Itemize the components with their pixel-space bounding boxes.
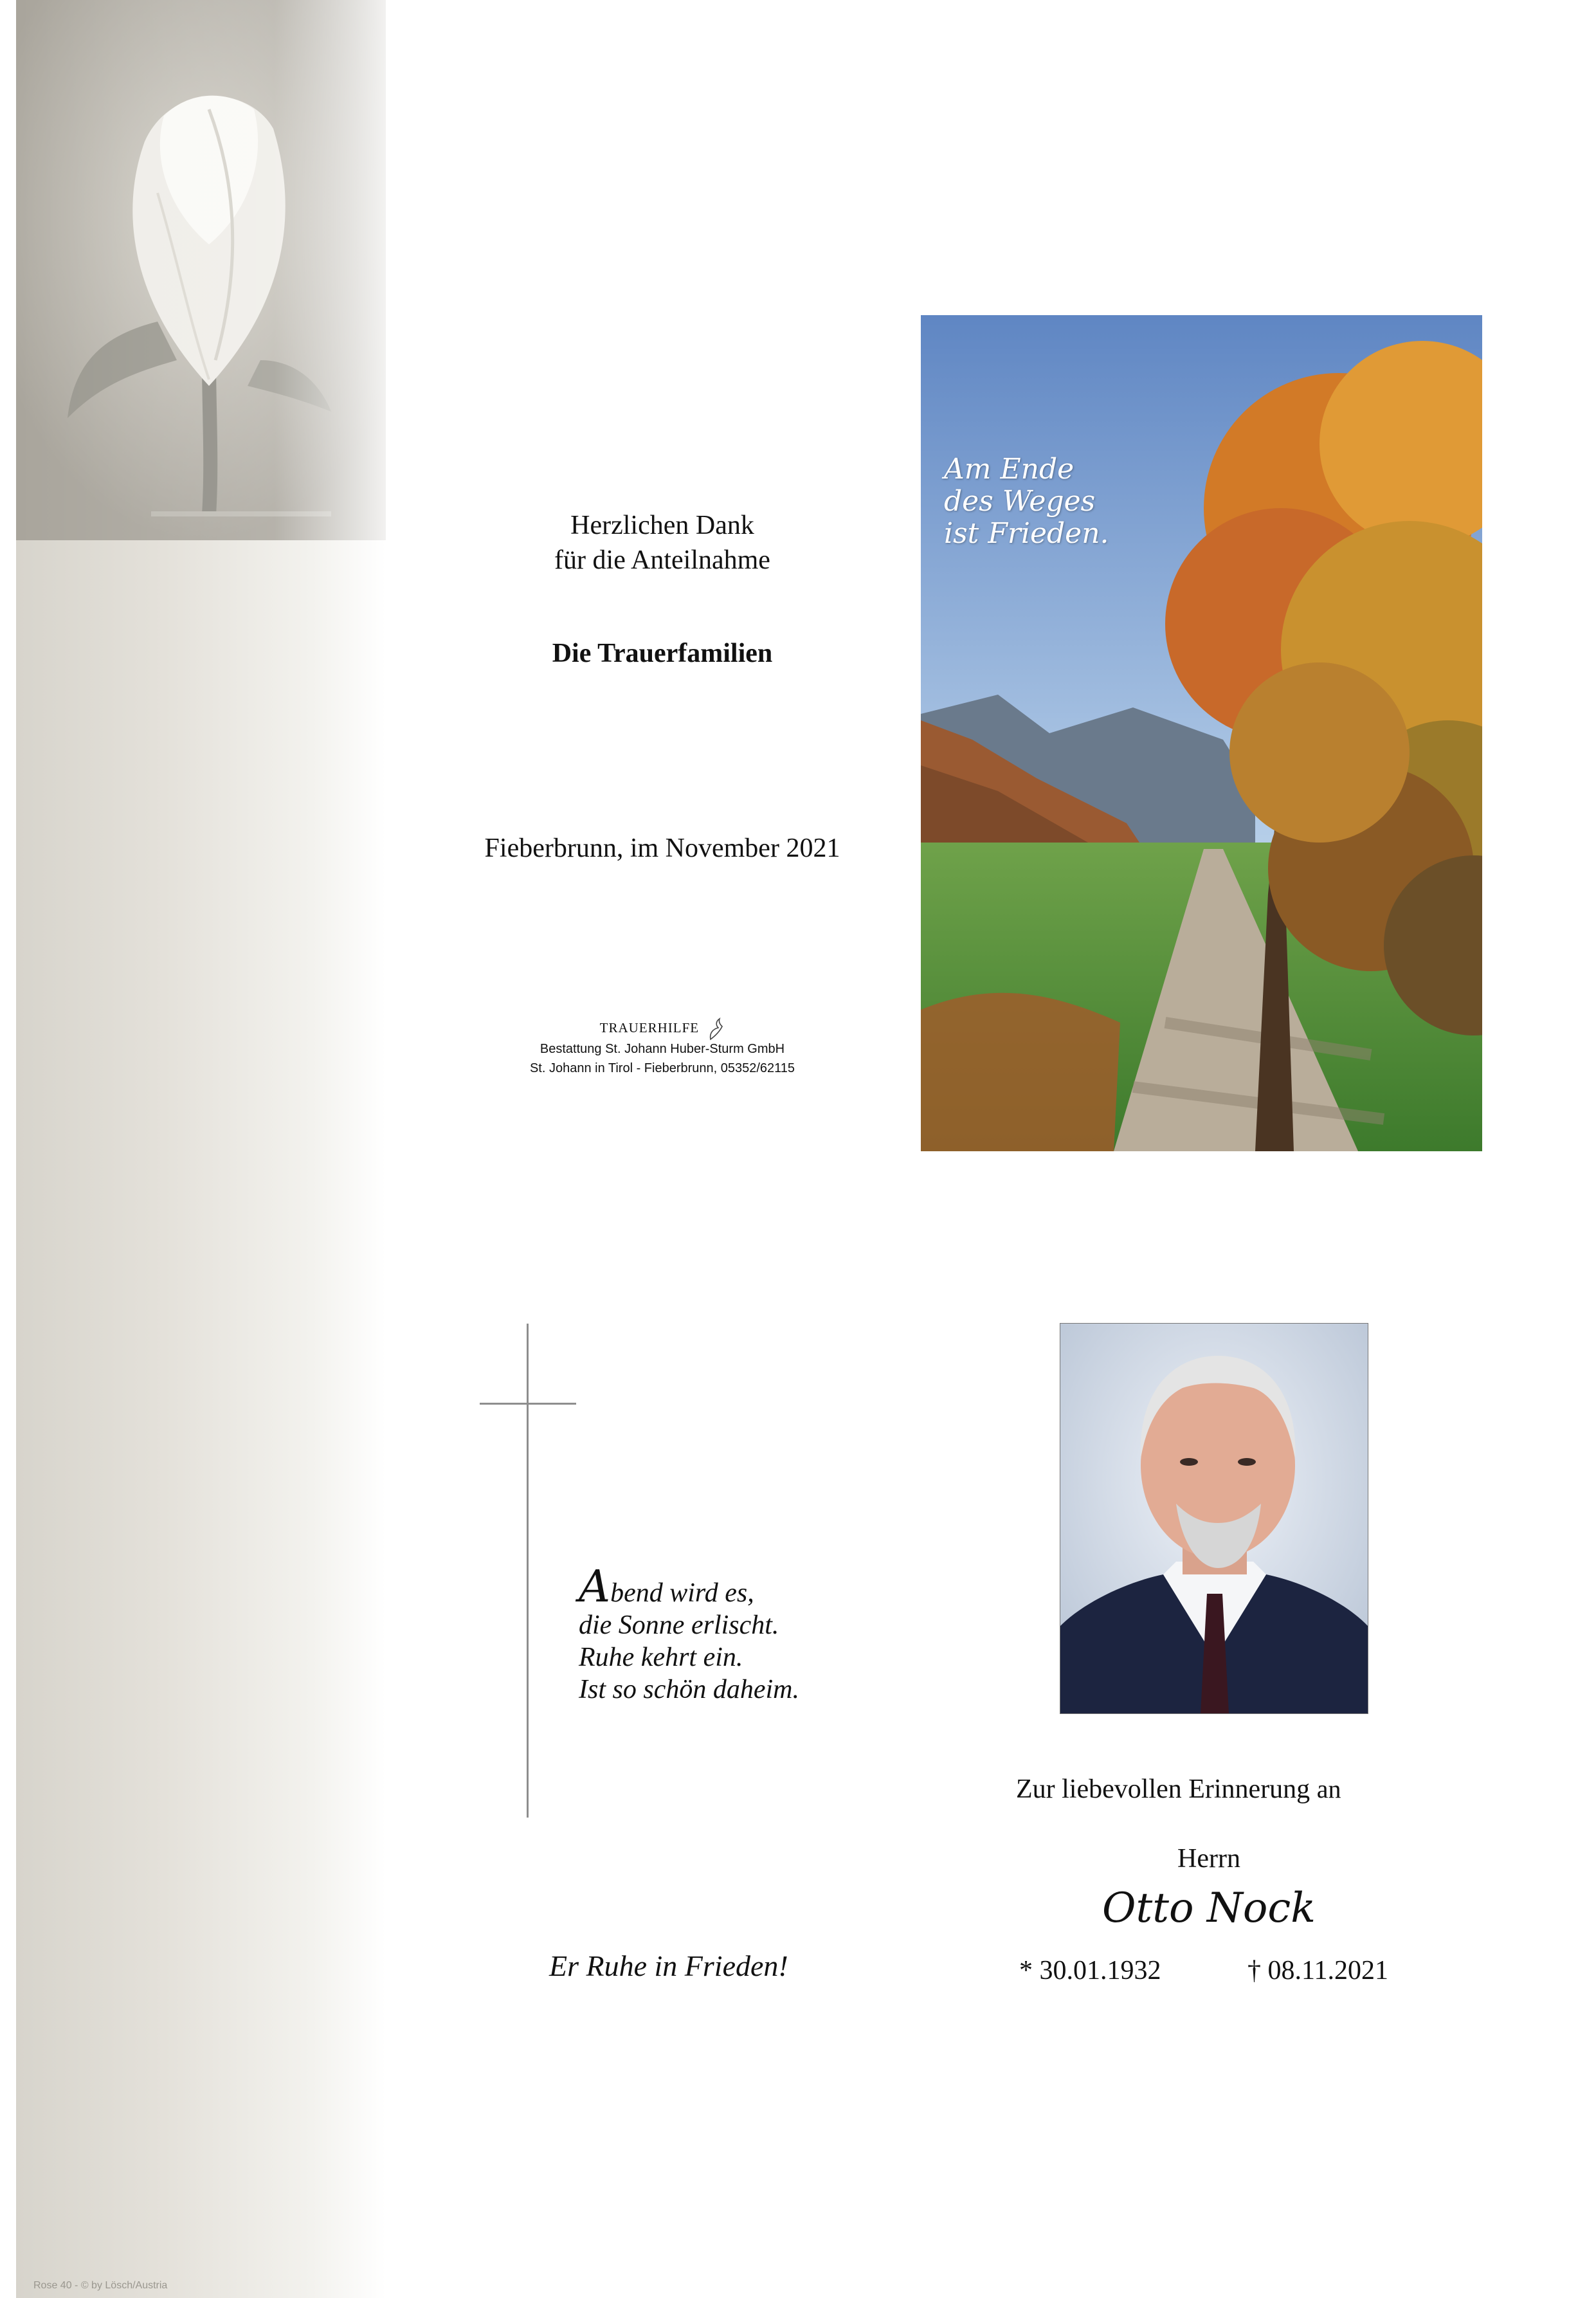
- funeral-home-name: Bestattung St. Johann Huber-Sturm GmbH: [540, 1042, 785, 1056]
- place-and-date: Fieberbrunn, im November 2021: [484, 834, 840, 863]
- memory-intro: Zur liebevollen Erinnerung: [1016, 1774, 1310, 1804]
- cross-crossbar: [480, 1403, 576, 1405]
- poem: [579, 1562, 799, 1706]
- cross-icon: [527, 1324, 529, 1818]
- funeral-home-address: St. Johann in Tirol - Fieberbrunn, 05352/62115: [529, 1061, 795, 1075]
- birth-date: * 30.01.1932: [1019, 1956, 1161, 1985]
- poem-line-4: Ist so schön daheim.: [579, 1675, 799, 1704]
- memory-line: [1016, 1774, 1341, 1805]
- poem-line-2: die Sonne erlischt.: [579, 1610, 779, 1640]
- image-credit: Rose 40 - © by Lösch/Austria: [33, 2280, 168, 2291]
- thanks-line-1: Herzlichen Dank: [570, 511, 754, 540]
- thanks-line-2: für die Anteilnahme: [554, 545, 770, 575]
- autumn-path-image: [921, 315, 1482, 1151]
- families-signature: Die Trauerfamilien: [552, 639, 773, 668]
- rest-in-peace: Er Ruhe in Frieden!: [549, 1949, 788, 1982]
- memory-an: an: [1316, 1774, 1341, 1803]
- deceased-portrait: [1060, 1323, 1368, 1714]
- deceased-name: Otto Nock: [1102, 1884, 1316, 1932]
- funeral-home-brand: [386, 1016, 939, 1042]
- quote-line-1: Am Ende: [944, 453, 1075, 486]
- white-rose-image: [16, 0, 386, 540]
- honorific: Herrn: [1177, 1844, 1240, 1874]
- poem-first-line: bend wird es,: [610, 1578, 754, 1608]
- thank-you-text: [386, 508, 939, 578]
- funeral-home-brand-text: TRAUERHILFE: [599, 1019, 700, 1035]
- dove-icon: [707, 1016, 725, 1042]
- death-date: † 08.11.2021: [1247, 1956, 1388, 1985]
- quote-line-3: ist Frieden.: [944, 517, 1109, 550]
- poem-line-3: Ruhe kehrt ein.: [579, 1643, 743, 1672]
- poem-line-1: [579, 1562, 799, 1612]
- landscape-quote: [944, 453, 1201, 550]
- poem-initial: A: [579, 1562, 611, 1612]
- quote-line-2: des Weges: [944, 485, 1096, 518]
